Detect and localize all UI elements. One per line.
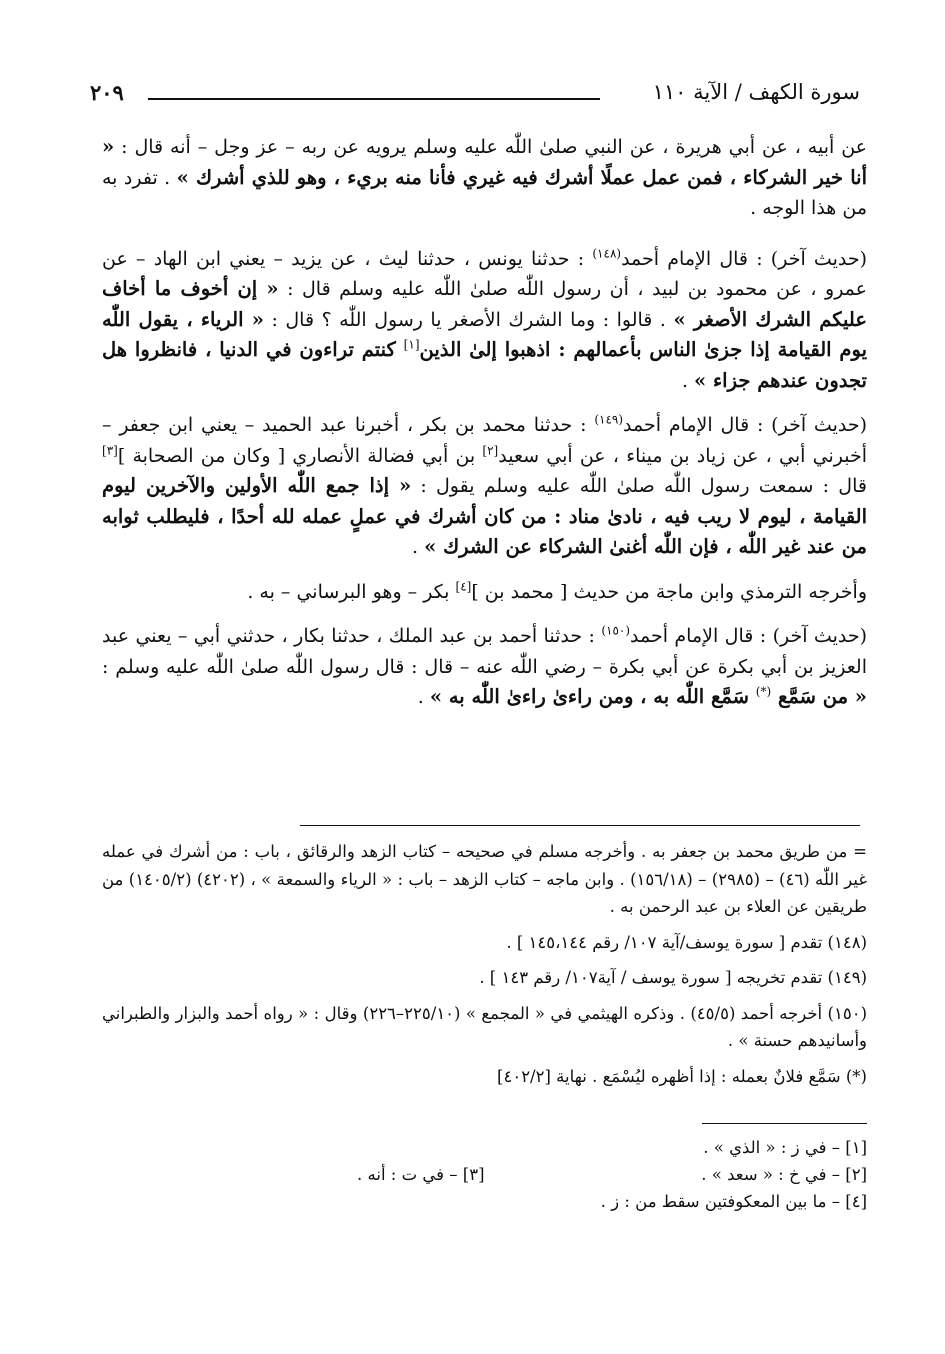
manuscript-variants [102, 1134, 867, 1215]
footnote-separator [300, 825, 860, 826]
page-header [90, 80, 860, 114]
text-run: بن أبي فضالة الأنصاري [ وكان من الصحابة ] [117, 444, 483, 467]
variant-note: [٣] – في ت : أنه . [357, 1165, 485, 1184]
note-marker: (١٥٠) [601, 623, 631, 638]
text-run: . تفرد به من هذا الوجه . [102, 166, 867, 219]
main-text [102, 132, 867, 727]
hadith-quote: « إن أخوف ما أخاف عليكم الشرك الأصغر » [102, 277, 867, 331]
variant-note: [٤] – ما بين المعكوفتين سقط من : ز . [600, 1192, 867, 1211]
hadith-quote: « أنا خير الشركاء ، فمن عمل عملًا أشرك فيه غيري فأنا منه بريء ، وهو للذي أشرك » [102, 135, 867, 189]
paragraph [102, 577, 867, 608]
page-number: ٢٠٩ [90, 80, 124, 105]
text-run: : حدثنا أحمد بن عبد الملك ، حدثنا بكار ، حدثني أبي – يعني عبد العزيز بن أبي بكرة عن أبي بكرة – رضي اللّٰه عنه – قال : قال رسول اللّٰه صلىٰ اللّٰه عليه وسلم : [102, 625, 867, 678]
footnotes [102, 838, 867, 1098]
note-marker: (١٤٩) [594, 412, 624, 427]
paragraph [102, 244, 867, 397]
text-run: : حدثنا محمد بن بكر ، أخبرنا عبد الحميد – يعني ابن جعفر – أخبرني أبي ، عن زياد بن ميناء ، عن أبي سعيد [102, 414, 867, 467]
note-marker: (١٤٨) [592, 246, 622, 261]
hadith-quote: سَمَّع اللّٰه به ، ومن راءىٰ راءىٰ اللّٰه به » [429, 685, 756, 708]
paragraph [102, 410, 867, 563]
paragraph [102, 621, 867, 713]
note-marker: (*) [755, 684, 772, 699]
text-run: (حديث آخر) : قال الإمام أحمد [623, 414, 867, 436]
note-marker: [٣] [102, 443, 118, 458]
text-run: وأخرجه الترمذي وابن ماجة من حديث [ محمد بن ] [471, 580, 867, 603]
text-run: . [417, 686, 430, 708]
header-rule [148, 98, 600, 100]
hadith-quote: « الرياء ، يقول اللّٰه يوم القيامة إذا جزىٰ الناس بأعمالهم : اذهبوا إلىٰ الذين [102, 307, 867, 361]
variant-note: [١] – في ز : « الذي » . [703, 1138, 867, 1157]
text-run: . قالوا : وما الشرك الأصغر يا رسول اللّٰه ؟ قال : [263, 308, 674, 331]
text-run: : حدثنا يونس ، حدثنا ليث ، عن يزيد – يعني ابن الهاد – عن عمرو ، عن محمود بن لبيد ، أن رسول اللّٰه صلىٰ اللّٰه عليه وسلم قال : [102, 247, 867, 300]
variant-note: [٢] – في خ : « سعد » . [701, 1165, 867, 1184]
footnote: (١٥٠) أخرجه أحمد (٤٥/٥) . وذكره الهيثمي في « المجمع » (٢٢٥/١٠–٢٢٦) وقال : « رواه أحمد والبزار والطبراني وأسانيدهم حسنة » . [102, 1003, 868, 1050]
footnote: = من طريق محمد بن جعفر به . وأخرجه مسلم في صحيحه – كتاب الزهد والرقائق ، باب : من أشرك في عمله غير اللّٰه (٤٦) – (٢٩٨٥) – (١٥٦/١٨) . وابن ماجه – كتاب الزهد – باب : « الرياء والسمعة » ، (٤٢٠٢) (١٤٠٥/٢) من طريقين عن العلاء بن عبد الرحمن به . [102, 842, 867, 916]
note-marker: [٢] [482, 443, 499, 458]
variants-separator [702, 1123, 867, 1124]
running-title: سورة الكهف / الآية ١١٠ [652, 80, 860, 104]
hadith-quote: « من سَمَّع [771, 685, 867, 708]
text-run: (حديث آخر) : قال الإمام أحمد [621, 247, 867, 270]
footnote: (١٤٩) تقدم تخريجه [ سورة يوسف / آية١٠٧/ رقم ١٤٣ ] . [479, 968, 867, 987]
note-marker: [٤] [455, 579, 472, 594]
paragraph [102, 132, 867, 224]
footnote: (*) سَمَّع فلانٌ بعمله : إذا أظهره ليُسْمَع . نهاية [٤٠٢/٢] [497, 1066, 867, 1086]
text-run: . [681, 369, 695, 392]
text-run: . [412, 536, 425, 558]
hadith-quote: « إذا جمع اللّٰه الأولين والآخرين ليوم القيامة ، ليوم لا ريب فيه ، نادىٰ مناد : من كان أشرك في عملٍ عمله لله أحدًا ، فليطلب ثوابه من عند غير اللّٰه ، فإن اللّٰه أغنىٰ الشركاء عن الشرك » [102, 474, 867, 558]
footnote: (١٤٨) تقدم [ سورة يوسف/آية ١٠٧/ رقم ١٤٥،١٤٤ ] . [506, 932, 867, 952]
text-run: عن أبيه ، عن أبي هريرة ، عن النبي صلىٰ اللّٰه عليه وسلم يرويه عن ربه – عز وجل – أنه قال : [114, 136, 867, 158]
hadith-quote: كنتم تراءون في الدنيا ، فانظروا هل تجدون عندهم جزاء » [102, 338, 867, 392]
text-run: (حديث آخر) : قال الإمام أحمد [630, 625, 867, 647]
note-marker: [١] [403, 337, 420, 352]
text-run: قال : سمعت رسول اللّٰه صلىٰ اللّٰه عليه وسلم يقول : [411, 475, 867, 497]
text-run: بكر – وهو البرساني – به . [247, 580, 456, 603]
